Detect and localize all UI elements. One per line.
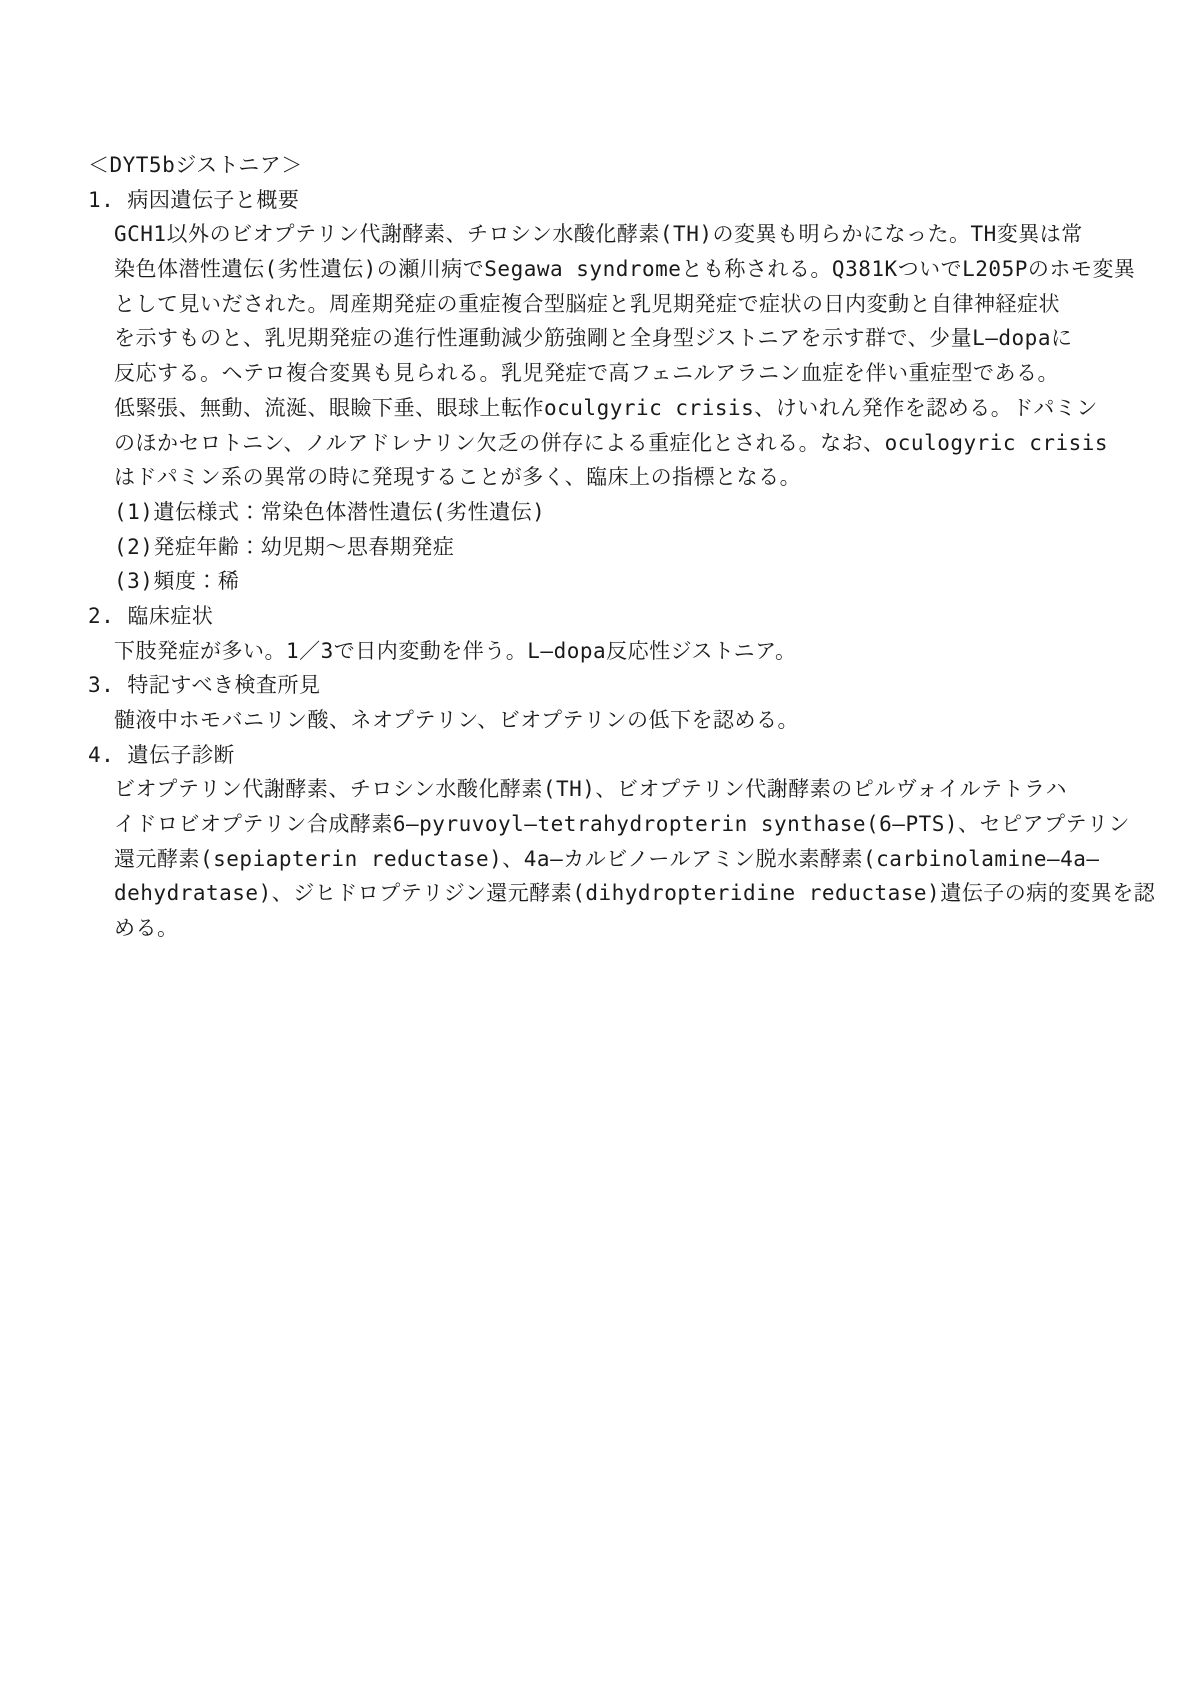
subitem-onset-age: (2)発症年齢：幼児期～思春期発症 <box>114 534 455 559</box>
text-line: GCH1以外のビオプテリン代謝酵素、チロシン水酸化酵素(TH)の変異も明らかになった。TH変異は常 <box>114 222 1083 247</box>
text-line: はドパミン系の異常の時に発現することが多く、臨床上の指標となる。 <box>114 465 802 490</box>
section-pathogenic-gene-overview <box>88 183 1136 599</box>
text-line: を示すものと、乳児期発症の進行性運動減少筋強剛と全身型ジストニアを示す群で、少量L―dopaに <box>114 326 1073 351</box>
text-line: 下肢発症が多い。1／3で日内変動を伴う。L―dopa反応性ジストニア。 <box>114 638 797 663</box>
text-line: 染色体潜性遺伝(劣性遺伝)の瀬川病でSegawa syndromeとも称される。Q381KついでL205Pのホモ変異 <box>114 257 1136 282</box>
text-line: 反応する。ヘテロ複合変異も見られる。乳児発症で高フェニルアラニン血症を伴い重症型である。 <box>114 361 1059 386</box>
section-notable-test-findings <box>88 668 1118 737</box>
text-line: 還元酵素(sepiapterin reductase)、4a―カルビノールアミン脱水素酵素(carbinolamine―4a― <box>114 846 1100 871</box>
text-line: 低緊張、無動、流涎、眼瞼下垂、眼球上転作oculgyric crisis、けいれん発作を認める。ドパミン <box>114 395 1098 420</box>
text-line: イドロビオプテリン合成酵素6―pyruvoyl―tetrahydropterin synthase(6―PTS)、セピアプテリン <box>114 812 1131 837</box>
subitem-frequency: (3)頻度：稀 <box>114 569 240 594</box>
text-line: ビオプテリン代謝酵素、チロシン水酸化酵素(TH)、ビオプテリン代謝酵素のピルヴォイルテトラハ <box>114 777 1067 802</box>
section-heading: 4. 遺伝子診断 <box>88 742 235 767</box>
text-line: dehydratase)、ジヒドロプテリジン還元酵素(dihydropteridine reductase)遺伝子の病的変異を認 <box>114 881 1156 906</box>
text-line: 髄液中ホモバニリン酸、ネオプテリン、ビオプテリンの低下を認める。 <box>114 708 800 732</box>
document-title: ＜DYT5bジストニア＞ <box>88 153 303 177</box>
subitem-inheritance-mode: (1)遺伝様式：常染色体潜性遺伝(劣性遺伝) <box>114 499 546 524</box>
text-line: める。 <box>114 916 179 941</box>
section-heading: 1. 病因遺伝子と概要 <box>88 187 300 212</box>
text-line: のほかセロトニン、ノルアドレナリン欠乏の併存による重症化とされる。なお、oculogyric crisis <box>114 430 1109 455</box>
section-genetic-diagnosis <box>88 738 1156 946</box>
section-heading: 3. 特記すべき検査所見 <box>88 673 321 698</box>
section-clinical-symptoms <box>88 599 1118 668</box>
document-content <box>88 148 1156 946</box>
section-heading: 2. 臨床症状 <box>88 603 214 628</box>
text-line: として見いだされた。周産期発症の重症複合型脳症と乳児期発症で症状の日内変動と自律神経症状 <box>114 291 1060 316</box>
